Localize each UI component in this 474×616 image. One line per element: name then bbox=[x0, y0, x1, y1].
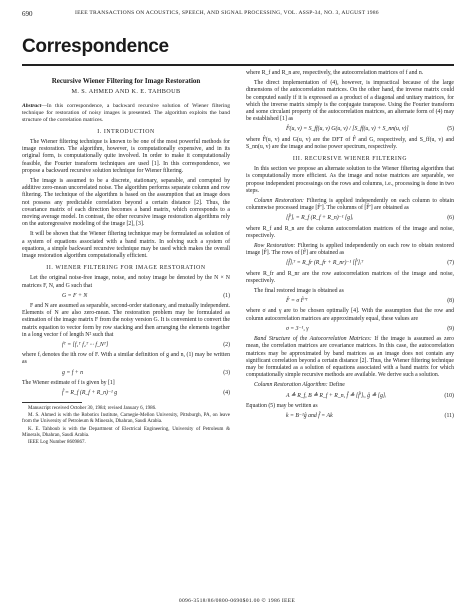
equation-11: k = B⁻¹ĝ and f̂ = Ak (11) bbox=[286, 412, 454, 419]
body-paragraph: Column Restoration Algorithm: Define bbox=[254, 382, 345, 389]
equation-9: σ = 3⁻¹, γ (9) bbox=[286, 325, 454, 332]
abstract bbox=[22, 103, 230, 123]
body-paragraph: Row Restoration: Filtering is applied independently on each row to obtain restored image [F̂]. The rows of [F̂] are obtained as bbox=[246, 243, 454, 257]
body-paragraph: The Wiener estimate of f is given by [1] bbox=[22, 379, 115, 386]
body-paragraph: where fᵢ denotes the ith row of F. With a similar definition of g and n, (1) may be written as bbox=[22, 352, 230, 366]
equation-10: A ≜ R_f, B ≜ R_f + R_n, f̂ ≜ [f̂′]ᵢ, ĝ ≜ [g]ᵢ (10) bbox=[286, 392, 454, 399]
heading-wiener-filtering: II. WIENER FILTERING FOR IMAGE RESTORATION bbox=[46, 265, 206, 272]
equation-5: F̂(u, v) = S_ff(u, v) G(u, v) / [S_ff(u, v) + S_nn(u, v)] (5) bbox=[286, 126, 454, 133]
right-column bbox=[246, 70, 454, 423]
body-paragraph: The final restored image is obtained as bbox=[254, 288, 344, 295]
body-paragraph: where R_fr and R_nr are the row autocorrelation matrices of the image and noise, respectively. bbox=[246, 270, 454, 284]
equation-4: f̂ = R_f (R_f + R_n)⁻¹ g (4) bbox=[62, 390, 230, 397]
body-paragraph: In this section we propose an alternate solution to the Wiener filtering algorithm that is computationally more efficient. As the image and noise matrices are separable, we propose independent processings on the rows and columns, i.e., processing is done in two steps. bbox=[246, 166, 454, 194]
footnote: M. S. Ahmed is with the Robotics Institute, Carnegie-Mellon University, Pittsburgh, PA, on leave from the University of Petroleum & Minerals, Dhahran, Saudi Arabia. bbox=[22, 413, 230, 425]
abstract-label: Abstract bbox=[22, 103, 42, 110]
left-column bbox=[22, 70, 230, 447]
footnote: IEEE Log Number 8609867. bbox=[28, 440, 86, 445]
equation-1: G = F + N (1) bbox=[62, 292, 230, 299]
body-paragraph: where σ and γ are to be chosen optimally [4]. With the assumption that the row and column autocorrelation matrices are approximately equal, these values are bbox=[246, 308, 454, 322]
section-title: Correspondence bbox=[22, 36, 169, 57]
heading-recursive-wiener: III. RECURSIVE WIENER FILTERING bbox=[292, 156, 408, 163]
footnote: Manuscript received October 30, 1984; revised January 6, 1986. bbox=[28, 405, 157, 411]
abstract-text: —In this correspondence, a backward recursive solution of Wiener filtering technique for restoration of noisy images is presented. The algorithm exploits the band structure of the correlation matrices. bbox=[22, 103, 230, 123]
body-paragraph: where R_f and R_n are, respectively, the autocorrelation matrices of f and n. bbox=[246, 70, 424, 76]
body-paragraph: where F̂(u, v) and G(u, v) are the DFT of F̂ and G, respectively, and S_ff(u, v) and S_nn(u, v) are the image and noise power spectrum, respectively. bbox=[246, 136, 454, 150]
body-paragraph: Equation (5) may be written as bbox=[246, 402, 318, 409]
page-number: 690 bbox=[22, 10, 33, 18]
footnote: K. E. Tahboub is with the Department of Electrical Engineering, University of Petroleum & Minerals, Dhahran, Saudi Arabia. bbox=[22, 426, 230, 438]
equation-8: F̂ = σ F̂′ᵀ (8) bbox=[286, 298, 454, 305]
running-head: IEEE TRANSACTIONS ON ACOUSTICS, SPEECH, AND SIGNAL PROCESSING, VOL. ASSP-34, NO. 3, AUGUST 1986 bbox=[75, 10, 379, 16]
intro-paragraph: The image is assumed to be a discrete, stationary, separable, and corrupted by additive zero-mean uncorrelated noise. The algorithm performs separate column and row filtering. The technique of the algorithm is based on the assumption that an image does not possess any predictable correlation beyond a certain distance [2]. Thus, the covariance matrix of each direction becomes a band matrix, which corresponds to a moving average model. In contrast, the other recursive image restoration algorithms rely on the autoregressive modeling of the image [2], [3]. bbox=[22, 178, 230, 228]
body-paragraph: Column Restoration: Filtering is applied independently on each column to obtain columnwise processed image [F̂′]. The columns of [F̂′] are obtained as bbox=[246, 198, 454, 212]
title-rule bbox=[22, 64, 454, 66]
intro-paragraph: It will be shown that the Wiener filtering technique may be formulated as solution of a system of equations associated with a band matrix. In solving such a system of equations, a simple backward recursive technique may be used which makes the overall image restoration algorithm computationally efficient. bbox=[22, 231, 230, 260]
footnote-rule bbox=[22, 402, 82, 403]
body-paragraph: where R_f and R_n are the column autocorrelation matrices of the image and noise, respectively. bbox=[246, 225, 454, 239]
paper-title: Recursive Wiener Filtering for Image Restoration bbox=[51, 77, 201, 85]
equation-6: [f̂′]ᵢ = R_f (R_f + R_n)⁻¹ [g]ᵢ (6) bbox=[286, 215, 454, 222]
equation-3: g = f + n (3) bbox=[62, 369, 230, 376]
paper-authors: M. S. AHMED AND K. E. TAHBOUB bbox=[71, 88, 181, 96]
body-paragraph: Band Structure of the Autocorrelation Matrices: If the image is assumed as zero mean, the correlation matrices are covariance matrices. In this case, the autocorrelation matrices may be approximated by band matrices as an image does not contain any significant correlation beyond a certain distance [2]. Thus, the Wiener filtering technique may be formulated as a solution of equations associated with a band matrix for which computationally simple recursive methods are available. We derive such a solution. bbox=[246, 336, 455, 379]
copyright-code: 0096-3518/86/0800-0690$01.00 © 1986 IEEE bbox=[178, 598, 296, 604]
body-paragraph: F and N are assumed as separable, second-order stationary, and mutually independent. Elements of N are also zero-mean. The restoration problem may be formulated as estimation of the image matrix F from the noisy version G. It is convenient to convert the matrix equation to vector form by row stacking and then arranging the elements together in a long vector f of length N² such that bbox=[22, 303, 230, 338]
heading-introduction: I. INTRODUCTION bbox=[97, 128, 155, 135]
body-paragraph: Let the original noise-free image, noise, and noisy image be denoted by the N × N matrices F, N, and G such that bbox=[22, 275, 230, 289]
equation-7: [f̂]ᵢᵀ = R_fr (R_fr + R_nr)⁻¹ [f̂′]ᵢᵀ (7) bbox=[286, 260, 454, 267]
equation-2: fᵀ = [f₁ᵀ f₂ᵀ ··· f_Nᵀ] (2) bbox=[62, 342, 230, 349]
intro-paragraph: The Wiener filtering technique is known to be one of the most powerful methods for image restoration. The algorithm, however, is computationally expensive, and in its original form, is computationally quite involved. In order to make it computationally feasible, the Fourier transform techniques are used [1]. In this correspondence, we propose a backward recursive solution technique for Wiener filtering. bbox=[22, 139, 230, 174]
body-paragraph: The direct implementation of (4), however, is impractical because of the large dimensions of the autocorrelation matrices. On the other hand, the inverse matrix could be computed easily if it is expressed as a product of a diagonal and unitary matrices, for which the inverse matrix simply is the conjugate transpose. Using the Fourier transform and some circulant property of the autocorrelation matrices, an alternate form of (4) may be established [1] as bbox=[246, 80, 454, 123]
